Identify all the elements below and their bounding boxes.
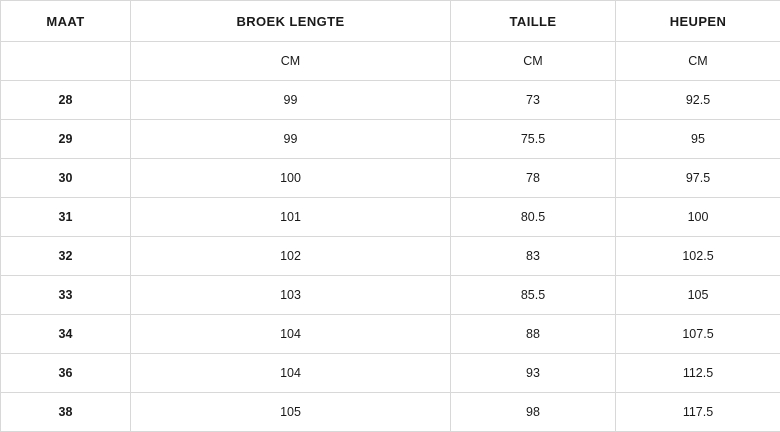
- cell-broek-lengte: 99: [131, 120, 451, 159]
- table-row: [1, 315, 780, 354]
- table-unit-row: [1, 42, 780, 81]
- cell-maat: 34: [1, 315, 131, 354]
- cell-broek-lengte: 100: [131, 159, 451, 198]
- cell-maat: 30: [1, 159, 131, 198]
- cell-broek-lengte: 104: [131, 354, 451, 393]
- cell-broek-lengte: 99: [131, 81, 451, 120]
- cell-taille: 75.5: [451, 120, 616, 159]
- cell-taille: 88: [451, 315, 616, 354]
- cell-taille: 98: [451, 393, 616, 432]
- cell-broek-lengte: 103: [131, 276, 451, 315]
- cell-heupen: 102.5: [616, 237, 780, 276]
- unit-cell-maat: [1, 42, 131, 81]
- cell-heupen: 92.5: [616, 81, 780, 120]
- table-row: [1, 81, 780, 120]
- cell-heupen: 100: [616, 198, 780, 237]
- cell-maat: 32: [1, 237, 131, 276]
- cell-taille: 85.5: [451, 276, 616, 315]
- cell-maat: 38: [1, 393, 131, 432]
- table-row: [1, 237, 780, 276]
- cell-taille: 93: [451, 354, 616, 393]
- column-header-broek-lengte: BROEK LENGTE: [131, 1, 451, 42]
- unit-cell-heupen: CM: [616, 42, 780, 81]
- cell-taille: 80.5: [451, 198, 616, 237]
- table-header-row: [1, 1, 780, 42]
- cell-maat: 31: [1, 198, 131, 237]
- cell-heupen: 95: [616, 120, 780, 159]
- column-header-taille: TAILLE: [451, 1, 616, 42]
- table-row: [1, 159, 780, 198]
- column-header-maat: MAAT: [1, 1, 131, 42]
- table-row: [1, 393, 780, 432]
- cell-heupen: 105: [616, 276, 780, 315]
- cell-broek-lengte: 105: [131, 393, 451, 432]
- cell-maat: 33: [1, 276, 131, 315]
- cell-heupen: 117.5: [616, 393, 780, 432]
- cell-heupen: 97.5: [616, 159, 780, 198]
- cell-maat: 28: [1, 81, 131, 120]
- cell-maat: 36: [1, 354, 131, 393]
- cell-heupen: 107.5: [616, 315, 780, 354]
- cell-broek-lengte: 102: [131, 237, 451, 276]
- table-row: [1, 120, 780, 159]
- cell-taille: 78: [451, 159, 616, 198]
- cell-taille: 83: [451, 237, 616, 276]
- column-header-heupen: HEUPEN: [616, 1, 780, 42]
- table-row: [1, 276, 780, 315]
- cell-broek-lengte: 104: [131, 315, 451, 354]
- table-row: [1, 354, 780, 393]
- cell-maat: 29: [1, 120, 131, 159]
- table-row: [1, 198, 780, 237]
- cell-broek-lengte: 101: [131, 198, 451, 237]
- cell-heupen: 112.5: [616, 354, 780, 393]
- unit-cell-broek-lengte: CM: [131, 42, 451, 81]
- cell-taille: 73: [451, 81, 616, 120]
- unit-cell-taille: CM: [451, 42, 616, 81]
